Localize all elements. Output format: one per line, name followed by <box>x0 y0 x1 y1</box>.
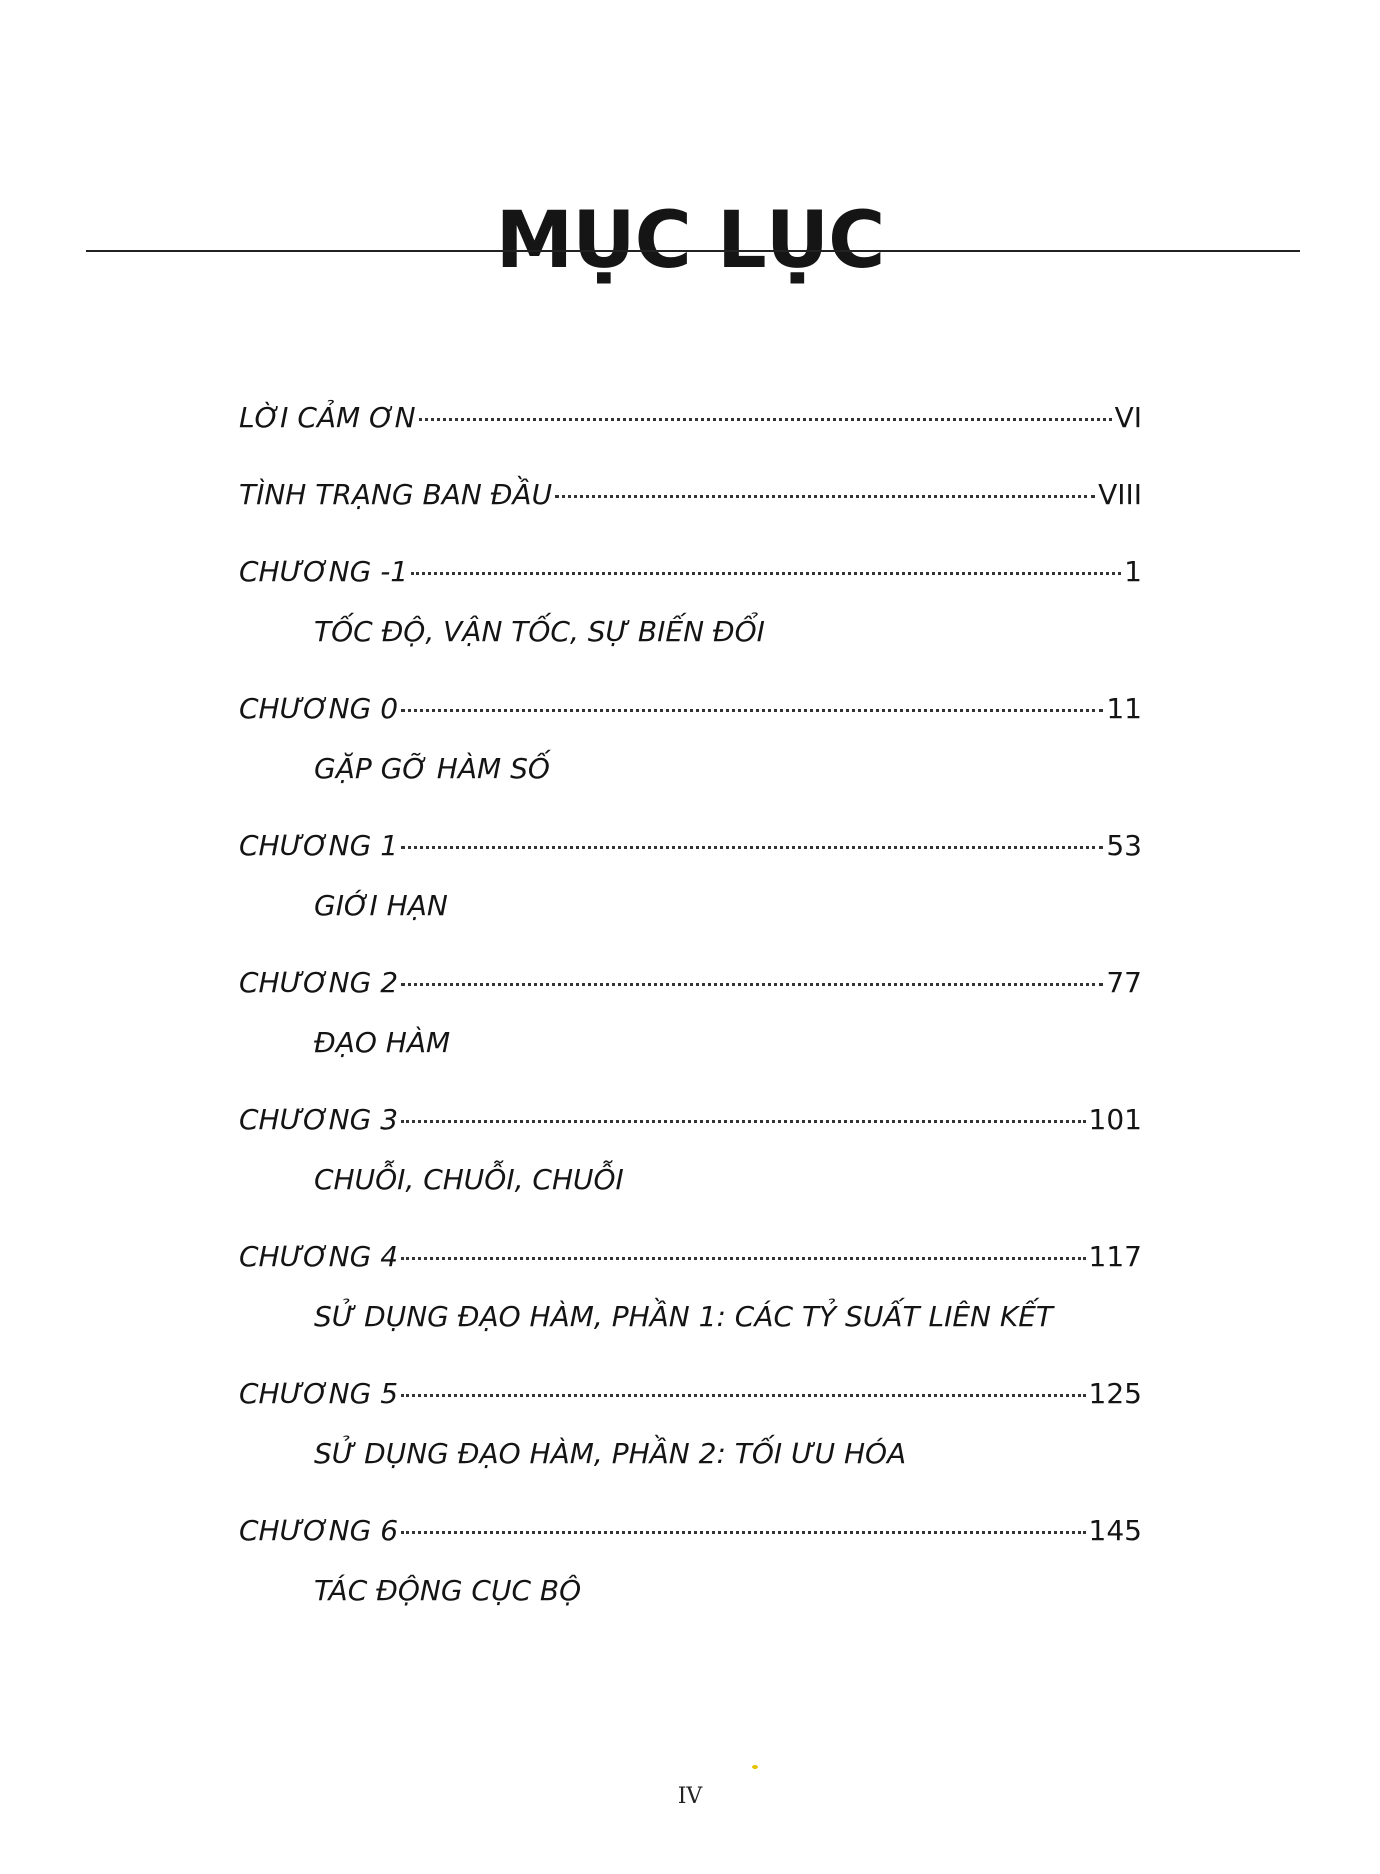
toc-page-number: 53 <box>1106 829 1142 862</box>
toc-entry-label: CHƯƠNG 3 <box>239 1103 399 1136</box>
toc-page-number: 145 <box>1088 1514 1142 1547</box>
toc-line[interactable] <box>239 398 1142 438</box>
toc-chapter-subtitle: CHUỖI, CHUỖI, CHUỖI <box>314 1163 624 1196</box>
toc-entry-label: CHƯƠNG 5 <box>239 1377 399 1410</box>
toc-chapter-subtitle: TỐC ĐỘ, VẬN TỐC, SỰ BIẾN ĐỔI <box>314 615 765 648</box>
toc-entry-label: TÌNH TRẠNG BAN ĐẦU <box>239 478 553 511</box>
title-divider <box>86 250 1300 252</box>
toc-page-number: VI <box>1114 401 1142 434</box>
toc-entry-label: CHƯƠNG 1 <box>239 829 399 862</box>
page-title: MỤC LỤC <box>495 196 885 287</box>
print-speck <box>752 1765 758 1769</box>
toc-page-number: 11 <box>1106 692 1142 725</box>
dot-leader <box>419 418 1112 421</box>
toc-page-number: 1 <box>1124 555 1142 588</box>
dot-leader <box>401 1257 1086 1260</box>
toc-line[interactable] <box>239 689 1142 729</box>
dot-leader <box>401 1120 1086 1123</box>
toc-page-number: 125 <box>1088 1377 1142 1410</box>
toc-entry-chapter-minus-1 <box>239 552 1142 652</box>
toc-entry-acknowledgements <box>239 398 1142 438</box>
toc-line[interactable] <box>239 1237 1142 1277</box>
toc-chapter-subtitle: ĐẠO HÀM <box>314 1026 451 1059</box>
dot-leader <box>401 983 1103 986</box>
toc-entry-label: CHƯƠNG 4 <box>239 1240 399 1273</box>
toc-entry-chapter-1 <box>239 826 1142 926</box>
toc-entry-label: CHƯƠNG 6 <box>239 1514 399 1547</box>
toc-line[interactable] <box>239 826 1142 866</box>
toc-page-number: 117 <box>1088 1240 1142 1273</box>
toc-line[interactable] <box>239 1511 1142 1551</box>
toc-entry-chapter-2 <box>239 963 1142 1063</box>
toc-page-number: 77 <box>1106 966 1142 999</box>
toc-entry-chapter-4 <box>239 1237 1142 1337</box>
toc-entry-chapter-6 <box>239 1511 1142 1611</box>
toc-line[interactable] <box>239 475 1142 515</box>
toc-entry-initial-state <box>239 475 1142 515</box>
dot-leader <box>401 1394 1086 1397</box>
toc-chapter-subtitle: SỬ DỤNG ĐẠO HÀM, PHẦN 2: TỐI ƯU HÓA <box>314 1437 907 1470</box>
dot-leader <box>555 495 1095 498</box>
toc-chapter-subtitle: GIỚI HẠN <box>314 889 448 922</box>
toc-line[interactable] <box>239 552 1142 592</box>
toc-chapter-subtitle: TÁC ĐỘNG CỤC BỘ <box>314 1574 582 1607</box>
toc-entry-label: LỜI CẢM ƠN <box>239 401 416 434</box>
toc-entry-label: CHƯƠNG 2 <box>239 966 399 999</box>
toc-entry-label: CHƯƠNG -1 <box>239 555 409 588</box>
toc-chapter-subtitle: GẶP GỠ HÀM SỐ <box>314 752 550 785</box>
toc-line[interactable] <box>239 1100 1142 1140</box>
dot-leader <box>401 1531 1086 1534</box>
toc-entry-label: CHƯƠNG 0 <box>239 692 399 725</box>
toc-entry-chapter-0 <box>239 689 1142 789</box>
toc-page-number: 101 <box>1088 1103 1142 1136</box>
dot-leader <box>401 846 1103 849</box>
page-number: IV <box>677 1784 703 1809</box>
toc-entry-chapter-3 <box>239 1100 1142 1200</box>
toc-line[interactable] <box>239 1374 1142 1414</box>
dot-leader <box>411 572 1121 575</box>
dot-leader <box>401 709 1103 712</box>
toc-entry-chapter-5 <box>239 1374 1142 1474</box>
toc-page-number: VIII <box>1098 478 1142 511</box>
toc-line[interactable] <box>239 963 1142 1003</box>
toc-chapter-subtitle: SỬ DỤNG ĐẠO HÀM, PHẦN 1: CÁC TỶ SUẤT LIÊN KẾT <box>314 1300 1054 1333</box>
